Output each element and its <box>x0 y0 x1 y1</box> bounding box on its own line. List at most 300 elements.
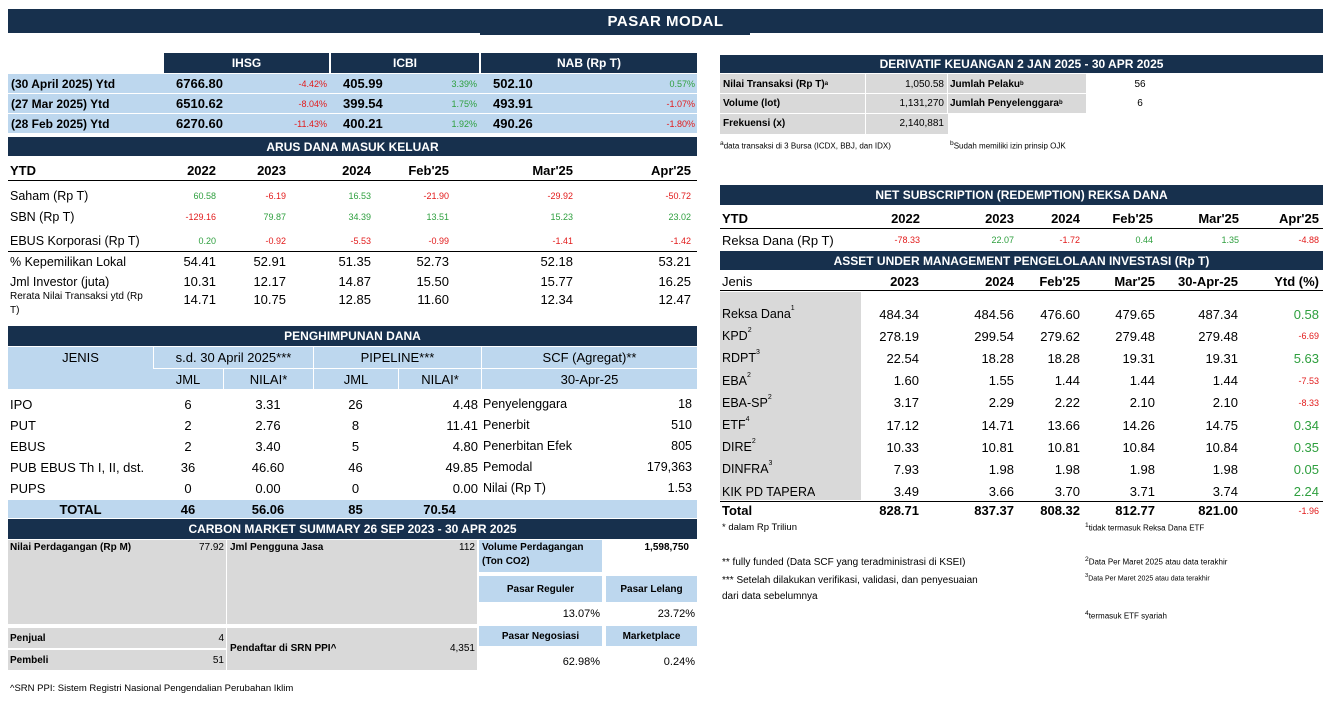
deriv-note-a-text: data transaksi di 3 Bursa (ICDX, BBJ, dan IDX) <box>723 141 891 151</box>
col-scf: SCF (Agregat)** <box>481 347 697 368</box>
aum-row-sup: 4 <box>745 416 750 423</box>
aum-row-sup: 2 <box>747 371 751 379</box>
deriv-nilai-label-text: Nilai Transaksi (Rp T) <box>723 78 825 90</box>
note-verif-1: *** Setelah dilakukan verifikasi, validasi, dan penyesuaian <box>722 575 978 586</box>
arus-value: 79.87 <box>263 211 286 222</box>
penghimpunan-pjml: 26 <box>348 396 363 412</box>
scf-value: 510 <box>671 418 692 432</box>
arus-value: 34.39 <box>348 211 371 222</box>
aum-value: 1.98 <box>1129 461 1155 477</box>
arus-value: 12.47 <box>658 291 691 307</box>
arus-value: 60.58 <box>193 190 216 201</box>
total-pjml: 85 <box>348 501 363 517</box>
aum-value: 484.34 <box>879 306 919 322</box>
aum-row-label <box>722 482 815 502</box>
arus-title: ARUS DANA MASUK KELUAR <box>266 139 439 154</box>
note-fn1 <box>1085 522 1204 533</box>
penghimpunan-nilai: 3.31 <box>255 396 281 412</box>
scf-label: Penerbitan Efek <box>483 439 572 453</box>
arus-row-label: Saham (Rp T) <box>10 188 89 203</box>
carbon-lelang-val: 23.72% <box>657 608 695 620</box>
note-fn2-text: Data Per Maret 2025 atau data terakhir <box>1088 557 1228 567</box>
aum-row-label-text: KIK PD TAPERA <box>722 484 816 499</box>
index-icbi: 400.21 <box>343 116 383 131</box>
penghimpunan-jenis: EBUS <box>10 438 46 454</box>
index-ihsg-chg: -11.43% <box>294 118 327 129</box>
aum-value: 10.81 <box>981 439 1014 455</box>
aum-value: 1.98 <box>988 461 1014 477</box>
aum-value: 1.44 <box>1212 373 1238 389</box>
penghimpunan-total-row <box>8 500 697 518</box>
penghimpunan-jenis: PUPS <box>10 480 46 496</box>
carbon-negosiasi-val: 62.98% <box>562 656 600 668</box>
arus-value: 16.25 <box>658 274 691 289</box>
carbon-marketplace-label: Marketplace <box>606 626 697 646</box>
sub-nilai-1: NILAI* <box>223 369 313 389</box>
penghimpunan-pjml: 0 <box>351 480 360 496</box>
arus-value: 14.71 <box>183 291 216 307</box>
note-fn1-text: tidak termasuk Reksa Dana ETF <box>1088 523 1205 533</box>
note-fn4 <box>1085 610 1167 621</box>
penghimpunan-title-bar <box>8 326 697 346</box>
penghimpunan-title: PENGHIMPUNAN DANA <box>284 329 421 343</box>
arus-value: -1.41 <box>552 235 573 246</box>
aum-row-label <box>722 304 795 324</box>
aum-header-jenis: Jenis <box>722 273 753 289</box>
deriv-volume-val: 1,131,270 <box>899 97 944 109</box>
sub-nilai-2: NILAI* <box>398 369 481 389</box>
scf-value: 1.53 <box>667 481 692 495</box>
index-row-label: (28 Feb 2025) Ytd <box>11 116 110 131</box>
col-jenis: JENIS <box>62 350 99 365</box>
title-underline <box>480 33 750 35</box>
carbon-pengguna-val: 112 <box>459 542 475 553</box>
arus-value: 13.51 <box>426 211 449 222</box>
deriv-pelaku-sup: b <box>1020 81 1024 87</box>
index-nab-chg: -1.80% <box>666 118 695 129</box>
note-fn4-sup: 4 <box>1085 610 1089 617</box>
aum-total-value: 837.37 <box>974 503 1014 518</box>
aum-value: 2.22 <box>1054 395 1080 411</box>
penghimpunan-subheader <box>8 347 697 389</box>
penghimpunan-nilai: 0.00 <box>255 480 281 496</box>
aum-row-label-text: KPD <box>722 329 748 344</box>
aum-header-col: Ytd (%) <box>1274 273 1319 289</box>
aum-row-sup: 3 <box>768 460 773 468</box>
deriv-pelaku-label <box>950 76 1024 92</box>
arus-value: 15.50 <box>416 274 449 289</box>
carbon-pendaftar-label: Pendaftar di SRN PPI^ <box>230 642 337 654</box>
arus-value: 15.77 <box>540 274 573 289</box>
note-fn3-sup: 3 <box>1085 573 1089 579</box>
aum-row-sup: 2 <box>767 393 772 401</box>
note-fn3 <box>1085 573 1210 582</box>
carbon-volume-val: 1,598,750 <box>644 542 689 553</box>
aum-value: 14.26 <box>1122 417 1155 433</box>
netsub-value: 0.44 <box>1135 235 1153 245</box>
sub-date: 30-Apr-25 <box>481 369 697 389</box>
arus-value: 51.35 <box>338 254 371 269</box>
aum-value: 3.66 <box>988 484 1014 500</box>
carbon-title: CARBON MARKET SUMMARY 26 SEP 2023 - 30 APR 2025 <box>188 522 517 536</box>
aum-row-sup: 3 <box>756 349 760 357</box>
netsub-header-col: Feb'25 <box>1112 210 1153 226</box>
arus-header-col: 2023 <box>257 162 286 178</box>
col-sd: s.d. 30 April 2025*** <box>153 347 313 368</box>
arus-value: -0.99 <box>428 235 449 246</box>
arus-value: 10.31 <box>183 274 216 289</box>
index-icbi-chg: 1.92% <box>451 118 477 129</box>
arus-header-row <box>8 159 697 181</box>
arus-value: 15.23 <box>550 211 573 222</box>
arus-title-bar <box>8 137 697 156</box>
aum-value: 2.29 <box>988 395 1014 411</box>
arus-header-col: Apr'25 <box>651 162 691 178</box>
netsub-value: -1.72 <box>1059 235 1080 245</box>
penghimpunan-jenis: IPO <box>10 396 33 412</box>
netsub-title-bar <box>720 185 1323 205</box>
aum-value: 279.48 <box>1198 328 1238 344</box>
carbon-pengguna-label: Jml Pengguna Jasa <box>230 542 324 553</box>
arus-header-col: 2024 <box>342 162 371 178</box>
penghimpunan-jenis: PUB EBUS Th I, II, dst. <box>10 459 145 475</box>
total-pnilai: 70.54 <box>423 501 456 517</box>
deriv-pelaku-label-text: Jumlah Pelaku <box>950 78 1021 90</box>
arus-value: -21.90 <box>423 190 449 201</box>
penghimpunan-pnilai: 4.80 <box>452 438 478 454</box>
aum-value: 279.62 <box>1040 328 1080 344</box>
scf-value: 18 <box>678 397 692 411</box>
netsub-header-col: 2024 <box>1051 210 1080 226</box>
aum-value: 7.93 <box>893 461 919 477</box>
arus-value: 53.21 <box>658 254 691 269</box>
aum-row-sup: 1 <box>790 305 795 312</box>
aum-value: 10.84 <box>1205 439 1238 455</box>
carbon-nilai-label: Nilai Perdagangan (Rp M) <box>10 542 132 553</box>
aum-value: 10.81 <box>1047 439 1080 455</box>
deriv-penyelenggara-val: 6 <box>1137 97 1143 109</box>
penghimpunan-pjml: 8 <box>351 417 360 433</box>
penghimpunan-jml: 36 <box>180 459 196 475</box>
carbon-lelang-label: Pasar Lelang <box>606 576 697 602</box>
aum-value: 13.66 <box>1047 417 1080 433</box>
aum-value: 19.31 <box>1205 350 1238 366</box>
aum-value: 14.75 <box>1205 417 1238 433</box>
index-row-label: (30 April 2025) Ytd <box>11 76 116 91</box>
index-ihsg: 6766.80 <box>176 76 223 91</box>
aum-value: 479.65 <box>1115 306 1155 322</box>
penghimpunan-jml: 2 <box>184 417 192 433</box>
aum-value: 1.60 <box>893 373 919 389</box>
arus-value: 52.73 <box>416 254 449 269</box>
aum-ytd: 0.34 <box>1293 417 1319 433</box>
aum-value: 279.48 <box>1115 328 1155 344</box>
arus-value: -50.72 <box>665 190 691 201</box>
aum-ytd: 0.35 <box>1293 439 1319 455</box>
index-icbi-chg: 3.39% <box>451 78 477 89</box>
aum-ytd: -6.69 <box>1298 331 1319 342</box>
aum-value: 1.44 <box>1129 373 1155 389</box>
aum-total-label: Total <box>722 503 753 518</box>
arus-header-col: 2022 <box>187 162 216 178</box>
carbon-negosiasi-label: Pasar Negosiasi <box>479 626 602 646</box>
index-nab: 502.10 <box>493 76 533 91</box>
arus-value: 12.34 <box>540 291 573 307</box>
total-label: TOTAL <box>59 501 102 517</box>
penghimpunan-jml: 6 <box>184 396 192 412</box>
aum-value: 476.60 <box>1040 306 1080 322</box>
netsub-header-ytd: YTD <box>722 210 748 226</box>
carbon-penjual-val: 4 <box>218 632 224 644</box>
arus-header-ytd: YTD <box>10 162 36 178</box>
col-pipeline: PIPELINE*** <box>313 347 481 368</box>
netsub-header-col: 2023 <box>985 210 1014 226</box>
penghimpunan-nilai: 46.60 <box>251 459 285 475</box>
index-header-icbi-label: ICBI <box>393 56 417 70</box>
arus-value: 12.85 <box>338 291 371 307</box>
arus-value: 10.75 <box>253 291 286 307</box>
deriv-frek-val: 2,140,881 <box>899 117 944 129</box>
index-ihsg-chg: -8.04% <box>298 98 327 109</box>
index-icbi: 405.99 <box>343 76 383 91</box>
arus-value: 11.60 <box>417 291 449 307</box>
deriv-volume-label: Volume (lot) <box>723 97 781 109</box>
deriv-note-b <box>950 140 1066 151</box>
penghimpunan-nilai: 2.76 <box>255 417 281 433</box>
aum-value: 19.31 <box>1122 350 1155 366</box>
aum-value: 1.44 <box>1054 373 1080 389</box>
aum-value: 3.49 <box>893 484 919 500</box>
index-nab: 493.91 <box>493 96 533 111</box>
aum-row-label-text: EBA <box>722 373 748 388</box>
aum-total-value: 821.00 <box>1198 503 1238 518</box>
aum-row-label <box>722 415 750 435</box>
total-nilai: 56.06 <box>251 501 285 517</box>
netsub-value: 1.35 <box>1221 235 1239 245</box>
arus-value: 23.02 <box>668 211 691 222</box>
arus-row-label: % Kepemilikan Lokal <box>10 254 127 269</box>
aum-ytd: 2.24 <box>1293 484 1319 500</box>
index-header-nab <box>481 53 697 73</box>
penghimpunan-pnilai: 49.85 <box>445 459 478 475</box>
arus-value: 14.87 <box>338 274 371 289</box>
aum-ytd: 5.63 <box>1293 350 1319 366</box>
aum-row-label-text: EBA-SP <box>722 395 768 410</box>
arus-row-label: SBN (Rp T) <box>10 209 75 224</box>
aum-value: 17.12 <box>886 417 919 433</box>
aum-ytd: 0.05 <box>1293 461 1319 477</box>
penghimpunan-nilai: 3.40 <box>255 438 281 454</box>
aum-total-row <box>720 501 1323 518</box>
deriv-penyelenggara-sup: b <box>1058 100 1063 106</box>
deriv-note-a <box>720 140 891 151</box>
netsub-header-col: Apr'25 <box>1279 210 1319 226</box>
arus-value: 16.53 <box>348 190 371 201</box>
page-title: PASAR MODAL <box>607 12 724 30</box>
aum-ytd: 0.58 <box>1293 306 1319 322</box>
aum-ytd: -7.53 <box>1298 375 1319 386</box>
arus-row-label: Rerata Nilai Transaksi ytd (Rp T) <box>10 291 143 316</box>
aum-value: 18.28 <box>1047 350 1080 366</box>
aum-row-label <box>722 393 772 413</box>
aum-header-col: 2023 <box>890 273 919 289</box>
index-nab-chg: 0.57% <box>669 78 695 89</box>
arus-header-col: Mar'25 <box>532 162 573 178</box>
arus-value: 52.91 <box>253 254 286 269</box>
derivatif-title: DERIVATIF KEUANGAN 2 JAN 2025 - 30 APR 2025 <box>879 57 1164 71</box>
aum-total-value: 812.77 <box>1115 503 1155 518</box>
arus-value: 52.18 <box>540 254 573 269</box>
netsub-title: NET SUBSCRIPTION (REDEMPTION) REKSA DANA <box>875 188 1168 202</box>
aum-header-col: Mar'25 <box>1114 273 1155 289</box>
penghimpunan-pjml: 46 <box>348 459 363 475</box>
netsub-row-label: Reksa Dana (Rp T) <box>722 232 834 248</box>
aum-value: 10.33 <box>886 439 919 455</box>
note-fn4-text: termasuk ETF syariah <box>1088 611 1167 621</box>
aum-header-col: 30-Apr-25 <box>1178 273 1238 289</box>
netsub-header-col: 2022 <box>891 210 920 226</box>
aum-row-label-text: Reksa Dana <box>722 307 791 321</box>
index-header-icbi <box>331 53 479 73</box>
arus-value: -129.16 <box>185 211 216 222</box>
arus-value: -29.92 <box>547 190 573 201</box>
penghimpunan-jenis: PUT <box>10 417 36 433</box>
aum-value: 3.70 <box>1054 484 1080 500</box>
aum-row-sup: 2 <box>747 327 752 335</box>
aum-value: 2.10 <box>1129 395 1155 411</box>
sub-jml-1: JML <box>175 371 201 387</box>
penghimpunan-pnilai: 4.48 <box>452 396 478 412</box>
aum-row-label-text: DIRE <box>722 440 752 455</box>
deriv-nilai-sup: a <box>824 81 829 87</box>
sub-jml-2: JML <box>313 369 398 389</box>
page-title-bar <box>8 9 1323 33</box>
note-fn2 <box>1085 556 1227 567</box>
index-row-label: (27 Mar 2025) Ytd <box>11 96 110 111</box>
scf-value: 179,363 <box>646 460 692 474</box>
index-ihsg: 6270.60 <box>176 116 223 131</box>
netsub-value: -4.88 <box>1298 235 1319 245</box>
index-ihsg: 6510.62 <box>176 96 223 111</box>
aum-row-label <box>722 371 751 391</box>
note-fn2-sup: 2 <box>1085 556 1089 563</box>
arus-value: -6.19 <box>265 190 286 201</box>
carbon-marketplace-val: 0.24% <box>663 656 695 668</box>
carbon-reguler-val: 13.07% <box>562 608 600 620</box>
aum-value: 10.84 <box>1122 439 1155 455</box>
aum-row-label-text: RDPT <box>722 351 757 366</box>
netsub-value: 22.07 <box>991 235 1014 245</box>
deriv-note-a-sup: a <box>720 140 724 147</box>
arus-row-label: EBUS Korporasi (Rp T) <box>10 233 140 248</box>
aum-row-label <box>722 348 760 368</box>
aum-value: 278.19 <box>879 328 919 344</box>
aum-title: ASSET UNDER MANAGEMENT PENGELOLAAN INVESTASI (Rp T) <box>833 253 1210 268</box>
aum-value: 484.56 <box>974 306 1014 322</box>
arus-value: 54.41 <box>183 254 216 269</box>
carbon-pendaftar-val: 4,351 <box>449 642 475 654</box>
aum-row-label <box>722 437 756 457</box>
scf-label: Pemodal <box>483 460 533 474</box>
deriv-nilai-val: 1,050.58 <box>905 78 944 90</box>
index-icbi-chg: 1.75% <box>451 98 477 109</box>
index-header-ihsg-label: IHSG <box>231 56 262 70</box>
index-header-ihsg <box>164 53 329 73</box>
deriv-penyelenggara-label <box>950 95 1063 111</box>
index-header-nab-label: NAB (Rp T) <box>557 56 621 70</box>
arus-value: -5.53 <box>350 235 371 246</box>
aum-value: 299.54 <box>974 328 1014 344</box>
aum-value: 1.98 <box>1212 461 1238 477</box>
index-nab: 490.26 <box>493 116 533 131</box>
penghimpunan-pnilai: 0.00 <box>452 480 478 496</box>
aum-row-label <box>722 326 752 346</box>
arus-value: 12.17 <box>253 274 286 289</box>
deriv-frek-label: Frekuensi (x) <box>723 117 786 129</box>
carbon-penjual-label: Penjual <box>10 632 46 644</box>
netsub-header-row <box>720 207 1323 229</box>
note-dalam: * dalam Rp Triliun <box>722 522 797 533</box>
note-fn3-text: Data Per Maret 2025 atau data terakhir <box>1088 575 1210 583</box>
carbon-pembeli-label: Pembeli <box>10 654 49 666</box>
carbon-pembeli-val: 51 <box>212 654 224 666</box>
aum-value: 3.71 <box>1129 484 1155 500</box>
penghimpunan-pjml: 5 <box>351 438 360 454</box>
deriv-note-b-text: Sudah memiliki izin prinsip OJK <box>953 141 1066 151</box>
aum-value: 1.98 <box>1054 461 1080 477</box>
penghimpunan-jml: 2 <box>184 438 192 454</box>
netsub-header-col: Mar'25 <box>1198 210 1239 226</box>
derivatif-title-bar <box>720 55 1323 73</box>
aum-header-row <box>720 271 1323 291</box>
arus-value: -1.42 <box>670 235 691 246</box>
deriv-pelaku-val: 56 <box>1134 78 1146 90</box>
scf-label: Nilai (Rp T) <box>483 481 546 495</box>
aum-value: 14.71 <box>981 417 1014 433</box>
aum-header-col: 2024 <box>985 273 1014 289</box>
deriv-note-b-sup: b <box>950 140 954 147</box>
aum-title-bar <box>720 251 1323 270</box>
carbon-nilai-val: 77.92 <box>198 542 224 553</box>
aum-header-col: Feb'25 <box>1039 273 1080 289</box>
arus-row-label: Jml Investor (juta) <box>10 274 110 289</box>
total-jml: 46 <box>180 501 196 517</box>
aum-row-label-text: DINFRA <box>722 462 769 477</box>
netsub-value: -78.33 <box>894 235 920 245</box>
aum-value: 3.74 <box>1212 484 1238 500</box>
index-ihsg-chg: -4.42% <box>298 78 327 89</box>
arus-value: -0.92 <box>265 235 286 246</box>
aum-total-ytd: -1.96 <box>1298 505 1319 516</box>
note-verif-2: dari data sebelumnya <box>722 591 818 602</box>
aum-total-value: 828.71 <box>879 503 919 518</box>
scf-label: Penyelenggara <box>483 397 568 411</box>
index-table <box>8 53 697 133</box>
note-fully: ** fully funded (Data SCF yang teradministrasi di KSEI) <box>722 557 966 568</box>
aum-value: 2.10 <box>1212 395 1238 411</box>
aum-row-label <box>722 459 772 479</box>
penghimpunan-jml: 0 <box>184 480 192 496</box>
carbon-title-bar <box>8 519 697 539</box>
deriv-penyelenggara-label-text: Jumlah Penyelenggara <box>950 97 1059 109</box>
aum-row-sup: 2 <box>751 438 756 446</box>
carbon-reguler-label: Pasar Reguler <box>479 576 602 602</box>
note-fn1-sup: 1 <box>1085 522 1089 529</box>
scf-label: Penerbit <box>483 418 530 432</box>
aum-value: 22.54 <box>886 350 919 366</box>
aum-value: 487.34 <box>1198 306 1238 322</box>
aum-value: 1.55 <box>988 373 1014 389</box>
